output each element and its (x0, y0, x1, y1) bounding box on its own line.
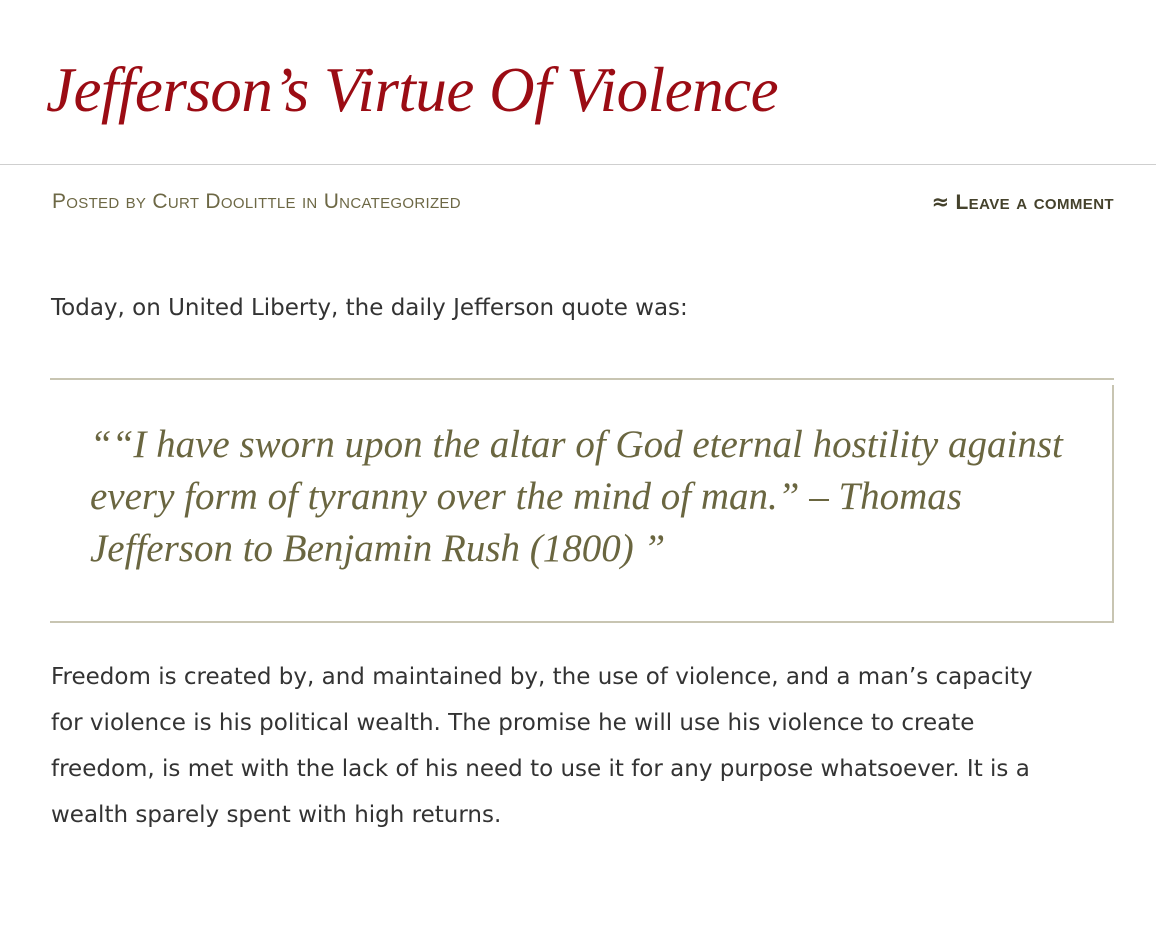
intro-paragraph: Today, on United Liberty, the daily Jefferson quote was: (51, 295, 688, 321)
post-meta (52, 187, 461, 217)
post-title[interactable]: Jefferson’s Virtue Of Violence (46, 55, 779, 125)
blockquote (50, 385, 1114, 623)
approx-icon: ≈ (931, 190, 950, 214)
blockquote-top-rule (50, 378, 1114, 380)
author-link[interactable]: Curt Doolittle (152, 190, 296, 213)
body-paragraph: Freedom is created by, and maintained by, the use of violence, and a man’s capacity for violence is his political wealth. The promise he will use his violence to create freedom, is met with the lack of his need to use it for any purpose whatsoever. It is a wealth sparely spent with high returns. (51, 664, 1033, 828)
posted-by-label: Posted by (52, 190, 147, 213)
leave-comment-link[interactable] (931, 187, 1114, 218)
leave-comment-label: Leave a comment (955, 191, 1114, 214)
quote-text: ““I have sworn upon the altar of God eternal hostility against every form of tyranny over the mind of man.” – Thomas Jefferson to Benjamin Rush (1800) ” (90, 423, 1063, 570)
header-divider (0, 164, 1156, 165)
in-label: in (301, 190, 318, 213)
category-link[interactable]: Uncategorized (323, 190, 461, 213)
